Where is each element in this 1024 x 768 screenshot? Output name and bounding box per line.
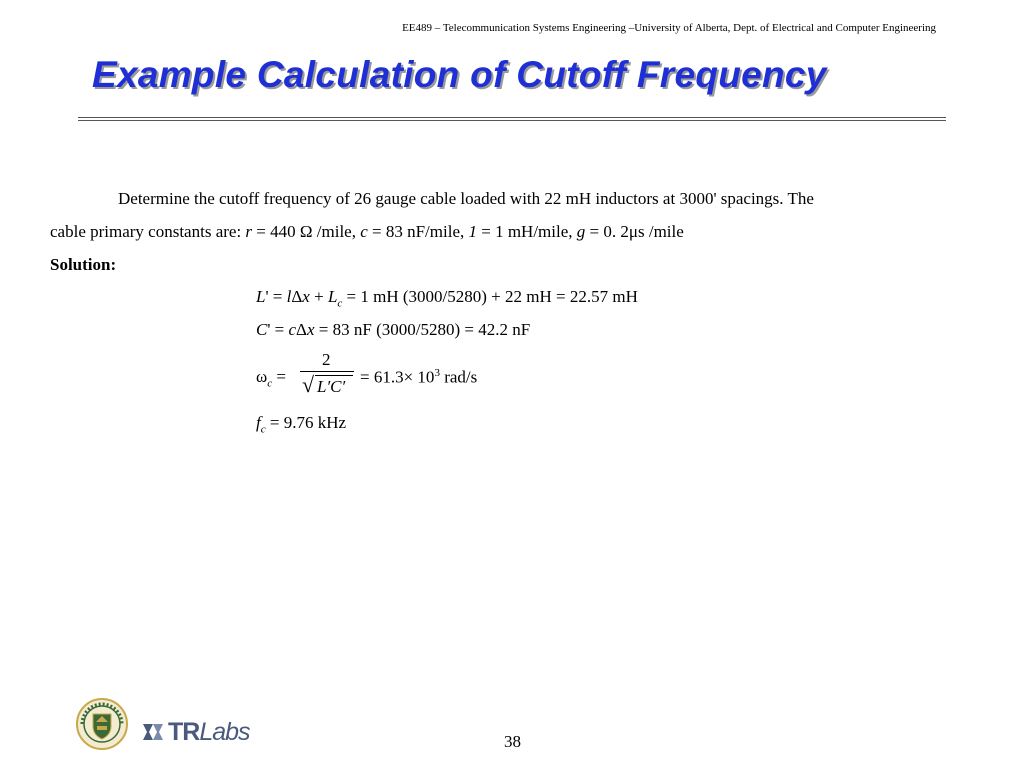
equation-fc: $f_c = 9.76$ kHz [256, 413, 347, 436]
equation-l-prime: $L' = l\Delta x + L_c = 1$ mH (3000/5280) + 22 mH = 22.57 mH [256, 287, 638, 310]
omega-result-exponent: 3 [434, 367, 440, 379]
omega-c-symbol: $\omega_c$ = [256, 367, 286, 390]
title-rule-top [78, 117, 946, 118]
trlabs-mark-icon [140, 719, 166, 745]
omega-denominator: L′C′ [317, 377, 346, 396]
problem-statement-line-2: cable primary constants are: r = 440 Ω /mile, c = 83 nF/mile, 1 = 1 mH/mile, g = 0. 2μs /mile [50, 222, 684, 241]
course-header: EE489 – Telecommunication Systems Engineering –University of Alberta, Dept. of Electrical and Computer Engineering [402, 22, 936, 34]
title-rule-bottom [78, 120, 946, 121]
equation-fc-value: = 9.76 kHz [269, 413, 347, 432]
equation-c-prime: C' = cΔx = 83 nF (3000/5280) = 42.2 nF [256, 320, 531, 339]
omega-result-value: = 61.3× 10 [360, 367, 435, 387]
university-seal-logo [76, 698, 128, 750]
trlabs-logo [140, 716, 250, 748]
problem-statement-line-1: Determine the cutoff frequency of 26 gauge cable loaded with 22 mH inductors at 3000' spacings. The [118, 189, 814, 208]
equation-c-prime-value: = 83 nF (3000/5280) = 42.2 nF [318, 320, 531, 339]
omega-numerator: 2 [322, 350, 331, 369]
seal-icon [76, 698, 128, 750]
omega-result-unit: rad/s [444, 367, 478, 387]
constants-prefix: cable primary constants are: [50, 222, 246, 241]
radical-overline [315, 375, 353, 376]
page-number: 38 [504, 732, 521, 751]
omega-result [360, 367, 477, 388]
solution-label: Solution: [50, 255, 117, 274]
sqrt-icon: √ [302, 372, 315, 397]
equation-omega-c [256, 350, 556, 402]
trlabs-tr-text: TR [168, 717, 200, 746]
slide-title: Example Calculation of Cutoff Frequency [92, 54, 827, 95]
equation-l-prime-value: = 1 mH (3000/5280) + 22 mH = 22.57 mH [346, 287, 638, 306]
trlabs-labs-text: Labs [199, 717, 250, 746]
